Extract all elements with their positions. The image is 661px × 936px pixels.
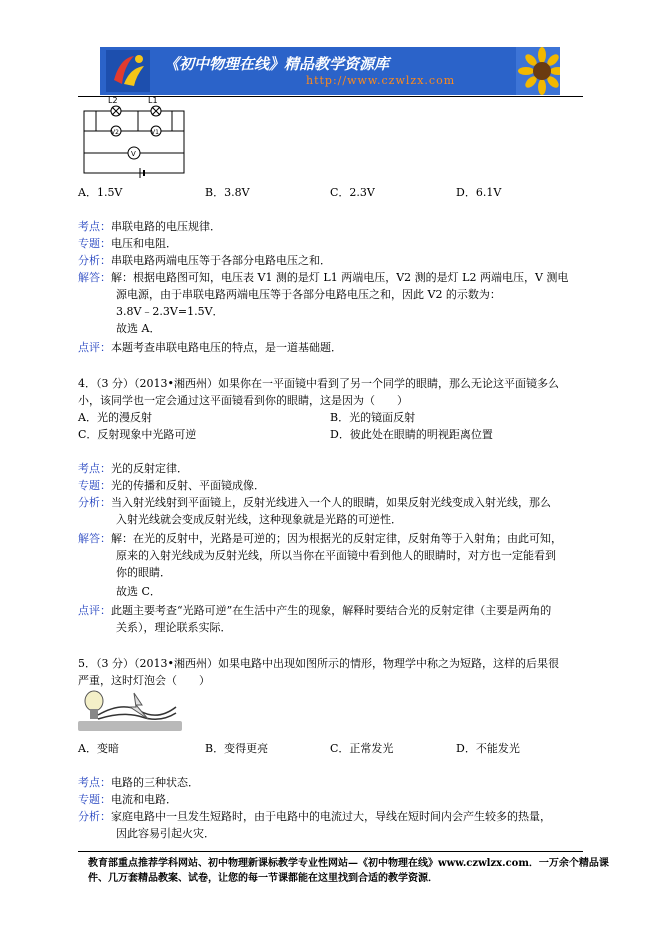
comment-row: [78, 339, 342, 356]
footer-line: 教育部重点推荐学科网站、初中物理新课标教学专业性网站—《初中物理在线》www.czwlzx.com．一万余个精品课: [88, 858, 609, 869]
analysis-text: 家庭电路中一旦发生短路时，由于电路中的电流过大，导线在短时间内会产生较多的热量，: [111, 810, 551, 823]
short-circuit-bulb-illustration: [78, 689, 182, 733]
comment-text: 此题主要考查“光路可逆”在生活中产生的现象，解释时要结合光的反射定律（主要是两角的: [111, 604, 552, 617]
analysis-text: 电路的三种状态．: [111, 776, 199, 789]
analysis-cont: 入射光线就会变成反射光线，这种现象就是光路的可逆性．: [116, 513, 402, 526]
analysis-key: 专题：: [78, 793, 111, 806]
analysis-text: 当入射光线射到平面镜上，反射光线进入一个人的眼睛，如果反射光线变成入射光线，那么: [111, 496, 551, 509]
answer-key: 解答：: [78, 532, 111, 545]
label-l2: L2: [108, 97, 118, 105]
question-stem: 小，该同学也一定会通过这平面镜看到你的眼睛，这是因为（ ）: [78, 394, 408, 407]
footer-rule: [78, 851, 583, 852]
answer-line: 源电源，由于串联电路两端电压等于各部分电路电压之和，因此 V2 的示数为：: [116, 288, 501, 301]
answer-line: 你的眼睛．: [116, 566, 171, 579]
answer-line: 故选 A．: [116, 322, 161, 335]
analysis-row: [78, 808, 551, 825]
analysis-key: 专题：: [78, 237, 111, 250]
option-d: D．不能发光: [456, 742, 520, 755]
option-c: C．反射现象中光路可逆: [78, 428, 197, 441]
comment-key: 点评：: [78, 341, 111, 354]
analysis-row: [78, 774, 199, 791]
option-d: D．6.1V: [456, 186, 502, 199]
analysis-text: 电流和电路．: [111, 793, 177, 806]
series-circuit-diagram: [80, 97, 190, 179]
comment-text: 本题考查串联电路电压的特点，是一道基础题．: [111, 341, 342, 354]
analysis-text: 电压和电阻．: [111, 237, 177, 250]
comment-row: [78, 602, 551, 619]
analysis-row: [78, 460, 188, 477]
analysis-row: [78, 477, 265, 494]
analysis-key: 专题：: [78, 479, 111, 492]
analysis-row: [78, 252, 331, 269]
banner-url: http://www.czwlzx.com: [306, 74, 456, 87]
analysis-row: [78, 494, 551, 511]
answer-line: 原来的入射光线成为反射光线，所以当你在平面镜中看到他人的眼睛时，对方也一定能看到: [116, 549, 556, 562]
analysis-key: 考点：: [78, 220, 111, 233]
analysis-key: 考点：: [78, 776, 111, 789]
analysis-text: 光的传播和反射、平面镜成像．: [111, 479, 265, 492]
banner-title: 《初中物理在线》精品教学资源库: [164, 55, 390, 73]
label-v2: V2: [111, 129, 119, 136]
option-b: B．光的镜面反射: [330, 411, 416, 424]
analysis-key: 分析：: [78, 254, 111, 267]
analysis-row: [78, 218, 221, 235]
answer-text: 解：在光的反射中，光路是可逆的；因为根据光的反射定律，反射角等于入射角；由此可知，: [111, 532, 562, 545]
analysis-text: 串联电路两端电压等于各部分电路电压之和．: [111, 254, 331, 267]
site-logo-icon: [106, 50, 150, 92]
header-banner: [100, 47, 560, 95]
option-c: C．正常发光: [330, 742, 394, 755]
question-stem: 4．（3 分）（2013•湘西州）如果你在一平面镜中看到了另一个同学的眼睛，那么无论这平面镜多么: [78, 377, 559, 390]
analysis-row: [78, 791, 177, 808]
answer-row: [78, 530, 562, 547]
analysis-text: 光的反射定律．: [111, 462, 188, 475]
footer-line: 件、几万套精品教案、试卷，让您的每一节课都能在这里找到合适的教学资源．: [88, 873, 438, 884]
comment-cont: 关系），理论联系实际．: [116, 621, 232, 634]
label-l1: L1: [148, 97, 158, 105]
option-c: C．2.3V: [330, 186, 375, 199]
analysis-row: [78, 269, 568, 286]
analysis-cont: 因此容易引起火灾．: [116, 827, 215, 840]
option-b: B．3.8V: [205, 186, 250, 199]
answer-line: 3.8V﹣2.3V=1.5V．: [116, 305, 224, 318]
answer-line: 故选 C．: [116, 585, 161, 598]
option-d: D．彼此处在眼睛的明视距离位置: [330, 428, 493, 441]
question-stem: 5．（3 分）（2013•湘西州）如果电路中出现如图所示的情形，物理学中称之为短路，这样的后果很: [78, 657, 559, 670]
analysis-row: [78, 235, 177, 252]
label-v1: V1: [151, 129, 159, 136]
option-b: B．变得更亮: [205, 742, 269, 755]
analysis-key: 解答：: [78, 271, 111, 284]
analysis-key: 分析：: [78, 810, 111, 823]
analysis-key: 分析：: [78, 496, 111, 509]
analysis-text: 解：根据电路图可知，电压表 V1 测的是灯 L1 两端电压，V2 测的是灯 L2 两端电压，V 测电: [111, 271, 569, 284]
label-v: V: [131, 150, 136, 158]
comment-key: 点评：: [78, 604, 111, 617]
sunflower-icon: [516, 47, 560, 95]
analysis-text: 串联电路的电压规律．: [111, 220, 221, 233]
option-a: A．1.5V: [78, 186, 123, 199]
option-a: A．光的漫反射: [78, 411, 152, 424]
question-stem: 严重，这时灯泡会（ ）: [78, 674, 210, 687]
analysis-key: 考点：: [78, 462, 111, 475]
option-a: A．变暗: [78, 742, 119, 755]
